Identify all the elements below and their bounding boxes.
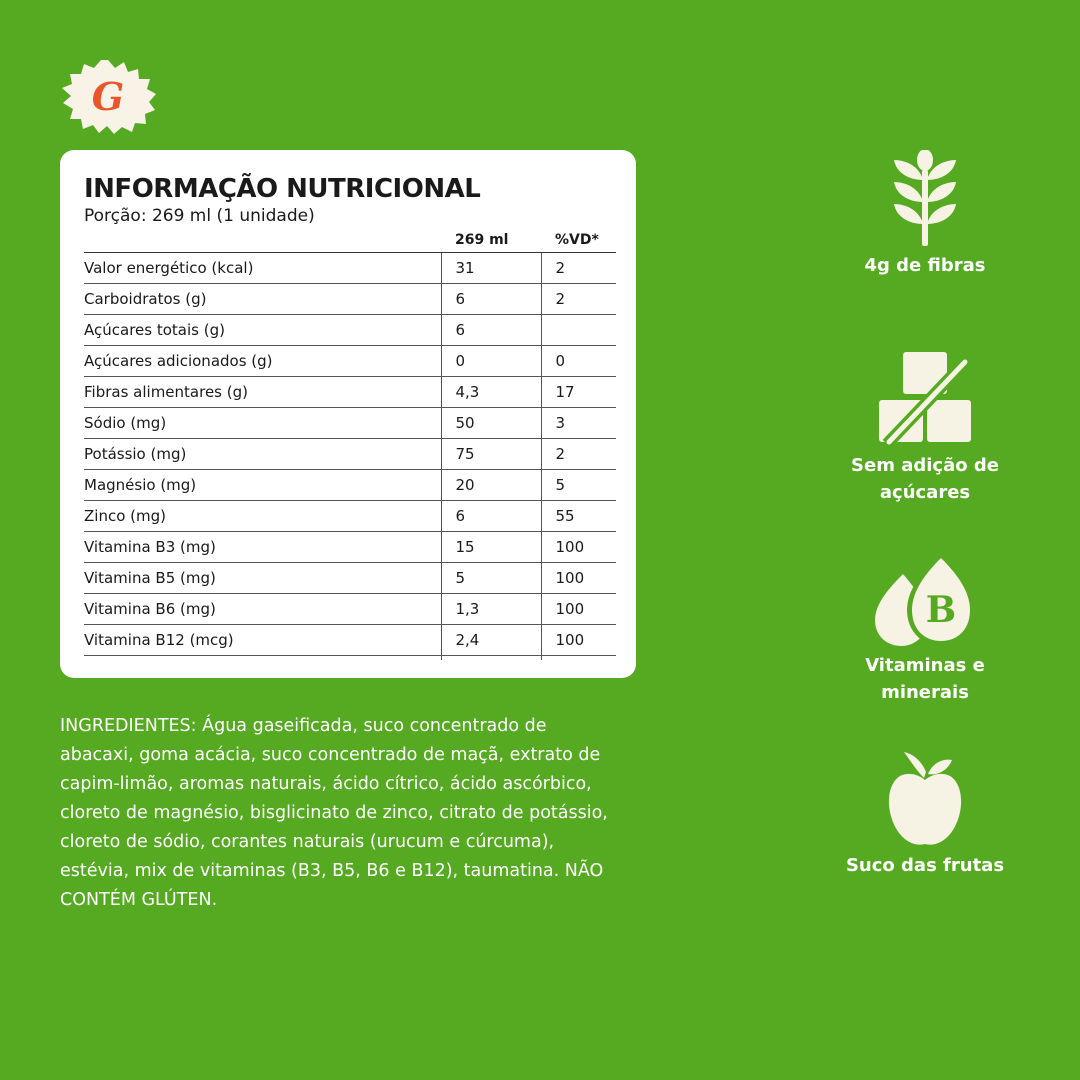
nutrient-name: Potássio (mg) [84,439,441,470]
header-nutrient [84,228,441,253]
table-row [84,439,616,470]
nutrient-amount: 31 [441,253,541,284]
nutrient-amount: 20 [441,470,541,501]
nutrient-daily-value: 55 [541,501,616,532]
nutrient-name: Valor energético (kcal) [84,253,441,284]
no-sugar-icon [877,350,973,446]
nutrient-name: Açúcares totais (g) [84,315,441,346]
feature-label: Vitaminas e minerais [865,655,985,703]
nutrition-title: INFORMAÇÃO NUTRICIONAL [84,174,481,204]
nutrient-daily-value: 2 [541,284,616,315]
feature-fibers [820,150,1030,279]
nutrient-name: Zinco (mg) [84,501,441,532]
table-row [84,594,616,625]
vitamins-icon [873,552,977,648]
nutrient-daily-value: 2 [541,439,616,470]
feature-label: Suco das frutas [845,855,1005,876]
column-divider-tail [441,656,442,660]
table-row [84,625,616,656]
vitamin-letter: B [925,589,957,631]
logo-letter: G [91,74,125,119]
apple-icon [888,752,962,848]
table-row [84,470,616,501]
table-row [84,408,616,439]
nutrient-name: Vitamina B6 (mg) [84,594,441,625]
feature-label: 4g de fibras [864,255,986,276]
header-daily-value: %VD* [541,228,616,253]
table-row [84,253,616,284]
nutrient-name: Vitamina B12 (mcg) [84,625,441,656]
nutrient-daily-value: 100 [541,532,616,563]
nutrition-table-header [84,228,616,253]
nutrient-amount: 50 [441,408,541,439]
nutrient-amount: 15 [441,532,541,563]
portion-size: Porção: 269 ml (1 unidade) [84,206,315,226]
table-row [84,501,616,532]
nutrient-daily-value: 5 [541,470,616,501]
nutrient-name: Vitamina B3 (mg) [84,532,441,563]
nutrition-table [84,228,616,656]
nutrient-name: Fibras alimentares (g) [84,377,441,408]
ingredients-text: INGREDIENTES: Água gaseificada, suco concentrado de abacaxi, goma acácia, suco concentrado de maçã, extrato de capim-limão, aromas naturais, ácido cítrico, ácido ascórbico, cloreto de magnésio, bisglicinato de zinco, citrato de potássio, cloreto de sódio, corantes naturais (urucum e cúrcuma), estévia, mix de vitaminas (B3, B5, B6 e B12), taumatina. NÃO CONTÉM GLÚTEN. [60,716,608,910]
nutrient-amount: 6 [441,501,541,532]
table-row [84,532,616,563]
feature-label: Sem adição de açúcares [851,455,999,503]
feature-no-sugar [820,350,1030,506]
nutrient-amount: 6 [441,315,541,346]
nutrient-daily-value: 100 [541,594,616,625]
nutrient-name: Vitamina B5 (mg) [84,563,441,594]
nutrient-name: Sódio (mg) [84,408,441,439]
nutrient-daily-value [541,315,616,346]
nutrient-amount: 6 [441,284,541,315]
table-row [84,284,616,315]
nutrient-amount: 1,3 [441,594,541,625]
header-amount: 269 ml [441,228,541,253]
table-row [84,377,616,408]
table-row [84,315,616,346]
nutrient-amount: 2,4 [441,625,541,656]
brand-logo [58,58,158,134]
nutrient-amount: 5 [441,563,541,594]
feature-vitamins [820,552,1030,706]
table-row [84,563,616,594]
nutrient-amount: 75 [441,439,541,470]
nutrition-table-body [84,253,616,656]
nutrient-name: Carboidratos (g) [84,284,441,315]
nutrient-daily-value: 2 [541,253,616,284]
nutrient-amount: 4,3 [441,377,541,408]
logo-badge-icon [58,58,158,134]
nutrient-daily-value: 3 [541,408,616,439]
table-row [84,346,616,377]
nutrient-name: Magnésio (mg) [84,470,441,501]
nutrient-daily-value: 100 [541,563,616,594]
nutrient-daily-value: 100 [541,625,616,656]
feature-fruit-juice [820,752,1030,879]
nutrition-facts-card [60,150,636,678]
nutrient-daily-value: 0 [541,346,616,377]
wheat-icon [890,150,960,246]
nutrient-name: Açúcares adicionados (g) [84,346,441,377]
column-divider-tail [541,656,542,660]
nutrient-daily-value: 17 [541,377,616,408]
nutrient-amount: 0 [441,346,541,377]
